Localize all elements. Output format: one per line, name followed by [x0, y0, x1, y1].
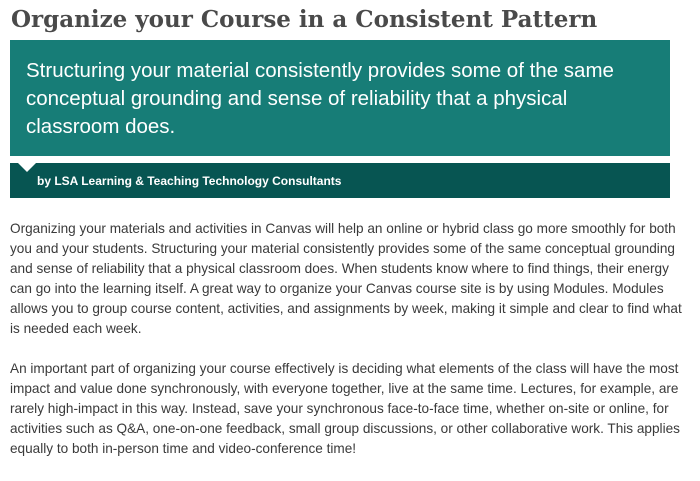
body-paragraph-2: An important part of organizing your course effectively is deciding what elements of the class will have the most impact and value done synchronously, with everyone together, live at the same time. Lectures, for example, are rarely high-impact in this way. Instead, save your synchronous face-to-face time, whether on-site or online, for activities such as Q&A, one-on-one feedback, small group discussions, or other collaborative work. This applies equally to both in-person time and video-conference time!	[10, 361, 680, 456]
byline-bar	[10, 163, 670, 198]
article-title: Organize your Course in a Consistent Pattern	[11, 6, 598, 33]
byline-notch-decoration	[18, 163, 36, 172]
pull-quote-text: Structuring your material consistently provides some of the same conceptual grounding and sense of reliability that a physical classroom does.	[26, 59, 614, 138]
body-paragraph-1: Organizing your materials and activities in Canvas will help an online or hybrid class go more smoothly for both you and your students. Structuring your material consistently provides some of the same conceptual grounding and sense of reliability that a physical classroom does. When students know where to find things, their energy can go into the learning itself. A great way to organize your Canvas course site is by using Modules. Modules allows you to group course content, activities, and assignments by week, making it simple and clear to find what is needed each week.	[10, 221, 682, 336]
pull-quote-banner	[10, 40, 670, 156]
byline-text: by LSA Learning & Teaching Technology Consultants	[37, 174, 342, 188]
